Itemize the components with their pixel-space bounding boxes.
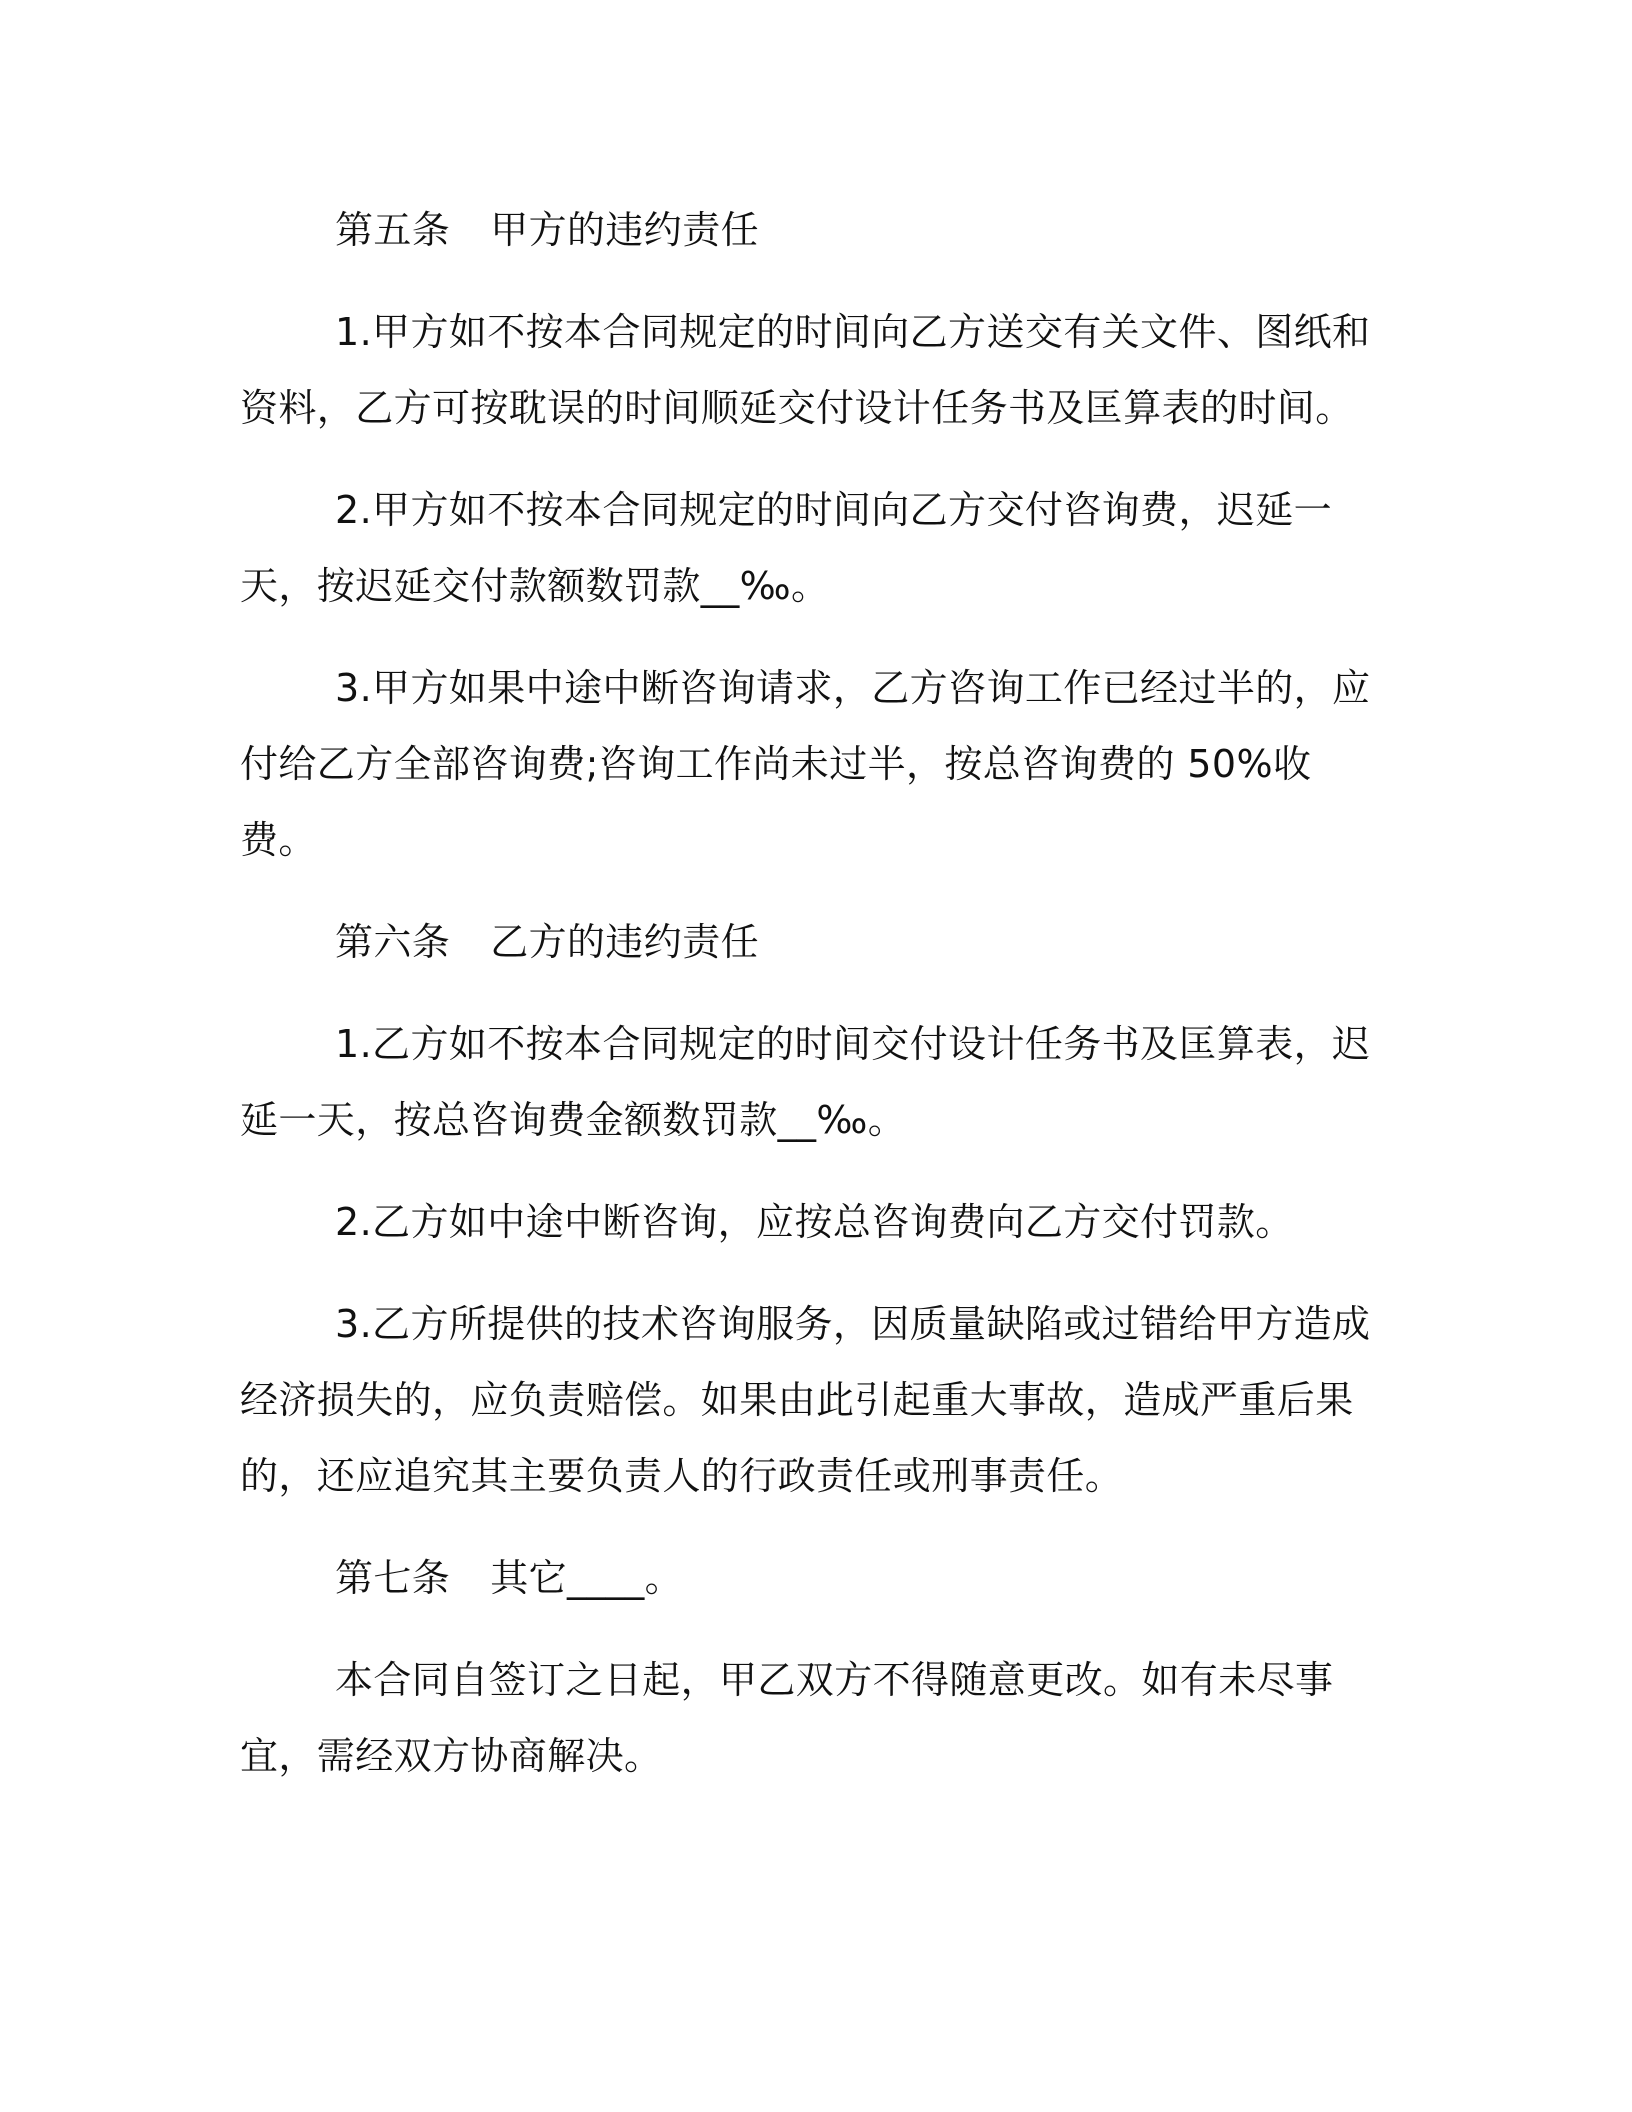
article-5-number: 第五条 — [335, 208, 451, 252]
article-7-title: 其它____。 — [490, 1556, 684, 1600]
document-body — [240, 192, 1375, 1820]
article-5-item-2: 2.甲方如不按本合同规定的时间向乙方交付咨询费，迟延一天，按迟延交付款额数罚款__‰。 — [240, 488, 1333, 608]
closing-paragraph: 本合同自签订之日起，甲乙双方不得随意更改。如有未尽事宜，需经双方协商解决。 — [240, 1658, 1334, 1778]
article-5-title: 甲方的违约责任 — [490, 208, 760, 252]
article-5-item-1: 1.甲方如不按本合同规定的时间向乙方送交有关文件、图纸和资料，乙方可按耽误的时间顺延交付设计任务书及匡算表的时间。 — [240, 310, 1371, 430]
article-6-item-3: 3.乙方所提供的技术咨询服务，因质量缺陷或过错给甲方造成经济损失的，应负责赔偿。如果由此引起重大事故，造成严重后果的，还应追究其主要负责人的行政责任或刑事责任。 — [240, 1302, 1371, 1498]
article-6-title: 乙方的违约责任 — [490, 920, 760, 964]
article-5-item-3: 3.甲方如果中途中断咨询请求，乙方咨询工作已经过半的，应付给乙方全部咨询费;咨询工作尚未过半，按总咨询费的 50%收费。 — [240, 666, 1371, 862]
article-7-number: 第七条 — [335, 1556, 451, 1600]
article-7-heading — [240, 1540, 1375, 1616]
article-6-number: 第六条 — [335, 920, 451, 964]
article-6-item-1: 1.乙方如不按本合同规定的时间交付设计任务书及匡算表，迟延一天，按总咨询费金额数罚款__‰。 — [240, 1022, 1371, 1142]
article-6-item-2: 2.乙方如中途中断咨询，应按总咨询费向乙方交付罚款。 — [335, 1200, 1294, 1244]
article-5-heading — [240, 192, 1375, 268]
article-6-heading — [240, 904, 1375, 980]
